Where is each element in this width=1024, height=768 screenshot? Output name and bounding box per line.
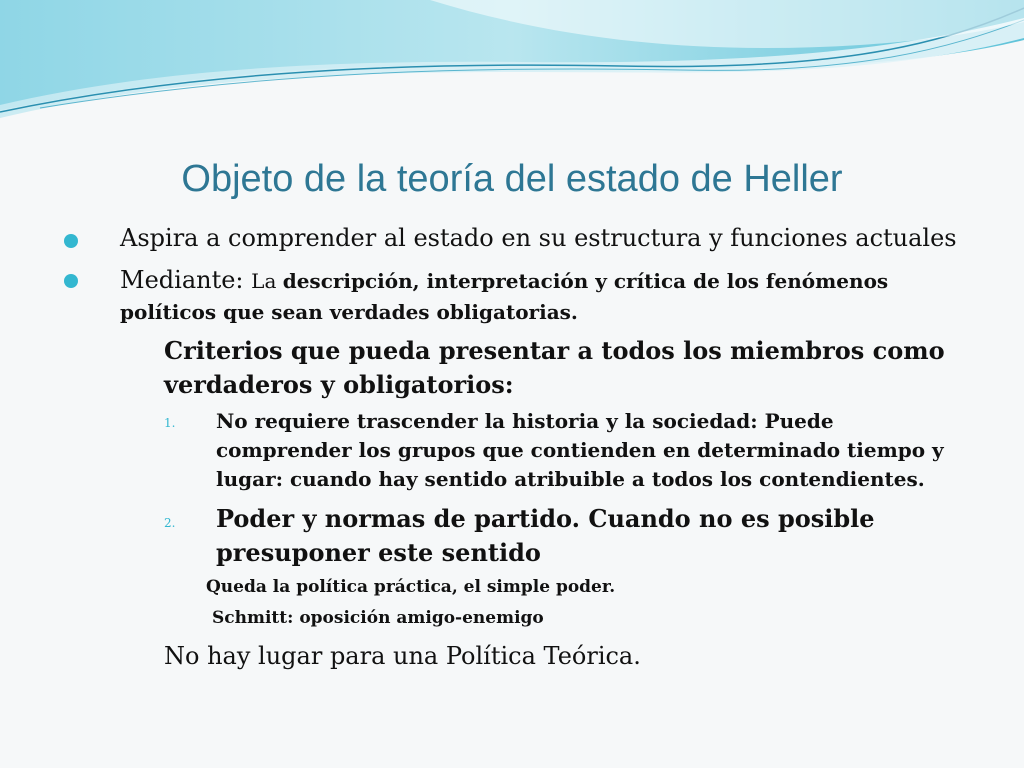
bullet-lead: Mediante: xyxy=(120,266,252,294)
criteria-heading: Criterios que pueda presentar a todos los miembros como xyxy=(164,336,945,365)
numbered-item-text: presuponer este sentido xyxy=(216,538,541,567)
bullet-continuation: políticos que sean verdades obligatorias. xyxy=(120,300,578,324)
sub-note: Queda la política práctica, el simple poder. xyxy=(206,577,616,597)
closing-statement: No hay lugar para una Política Teórica. xyxy=(164,642,641,670)
bullet-emphasis: descripción, interpretación y crítica de los fenómenos xyxy=(282,269,889,293)
numbered-item-text: lugar: cuando hay sentido atribuible a todos los contendientes. xyxy=(216,467,925,491)
criteria-heading-cont: verdaderos y obligatorios: xyxy=(164,370,514,399)
list-number: 1. xyxy=(164,416,176,430)
numbered-item-text: No requiere trascender la historia y la sociedad: Puede xyxy=(216,409,834,433)
numbered-item-text: comprender los grupos que contienden en determinado tiempo y xyxy=(216,438,944,462)
bullet-marker xyxy=(64,274,78,288)
numbered-item-text: Poder y normas de partido. Cuando no es posible xyxy=(216,504,875,533)
slide-title: Objeto de la teoría del estado de Heller xyxy=(181,158,843,200)
header-wave-decoration xyxy=(0,0,1024,140)
bullet-text: Aspira a comprender al estado en su estructura y funciones actuales xyxy=(120,224,957,252)
list-number: 2. xyxy=(164,516,176,530)
bullet-marker xyxy=(64,234,78,248)
bullet-lead-small: La xyxy=(251,269,283,293)
bullet-text xyxy=(120,266,888,294)
sub-note: Schmitt: oposición amigo-enemigo xyxy=(212,608,544,628)
